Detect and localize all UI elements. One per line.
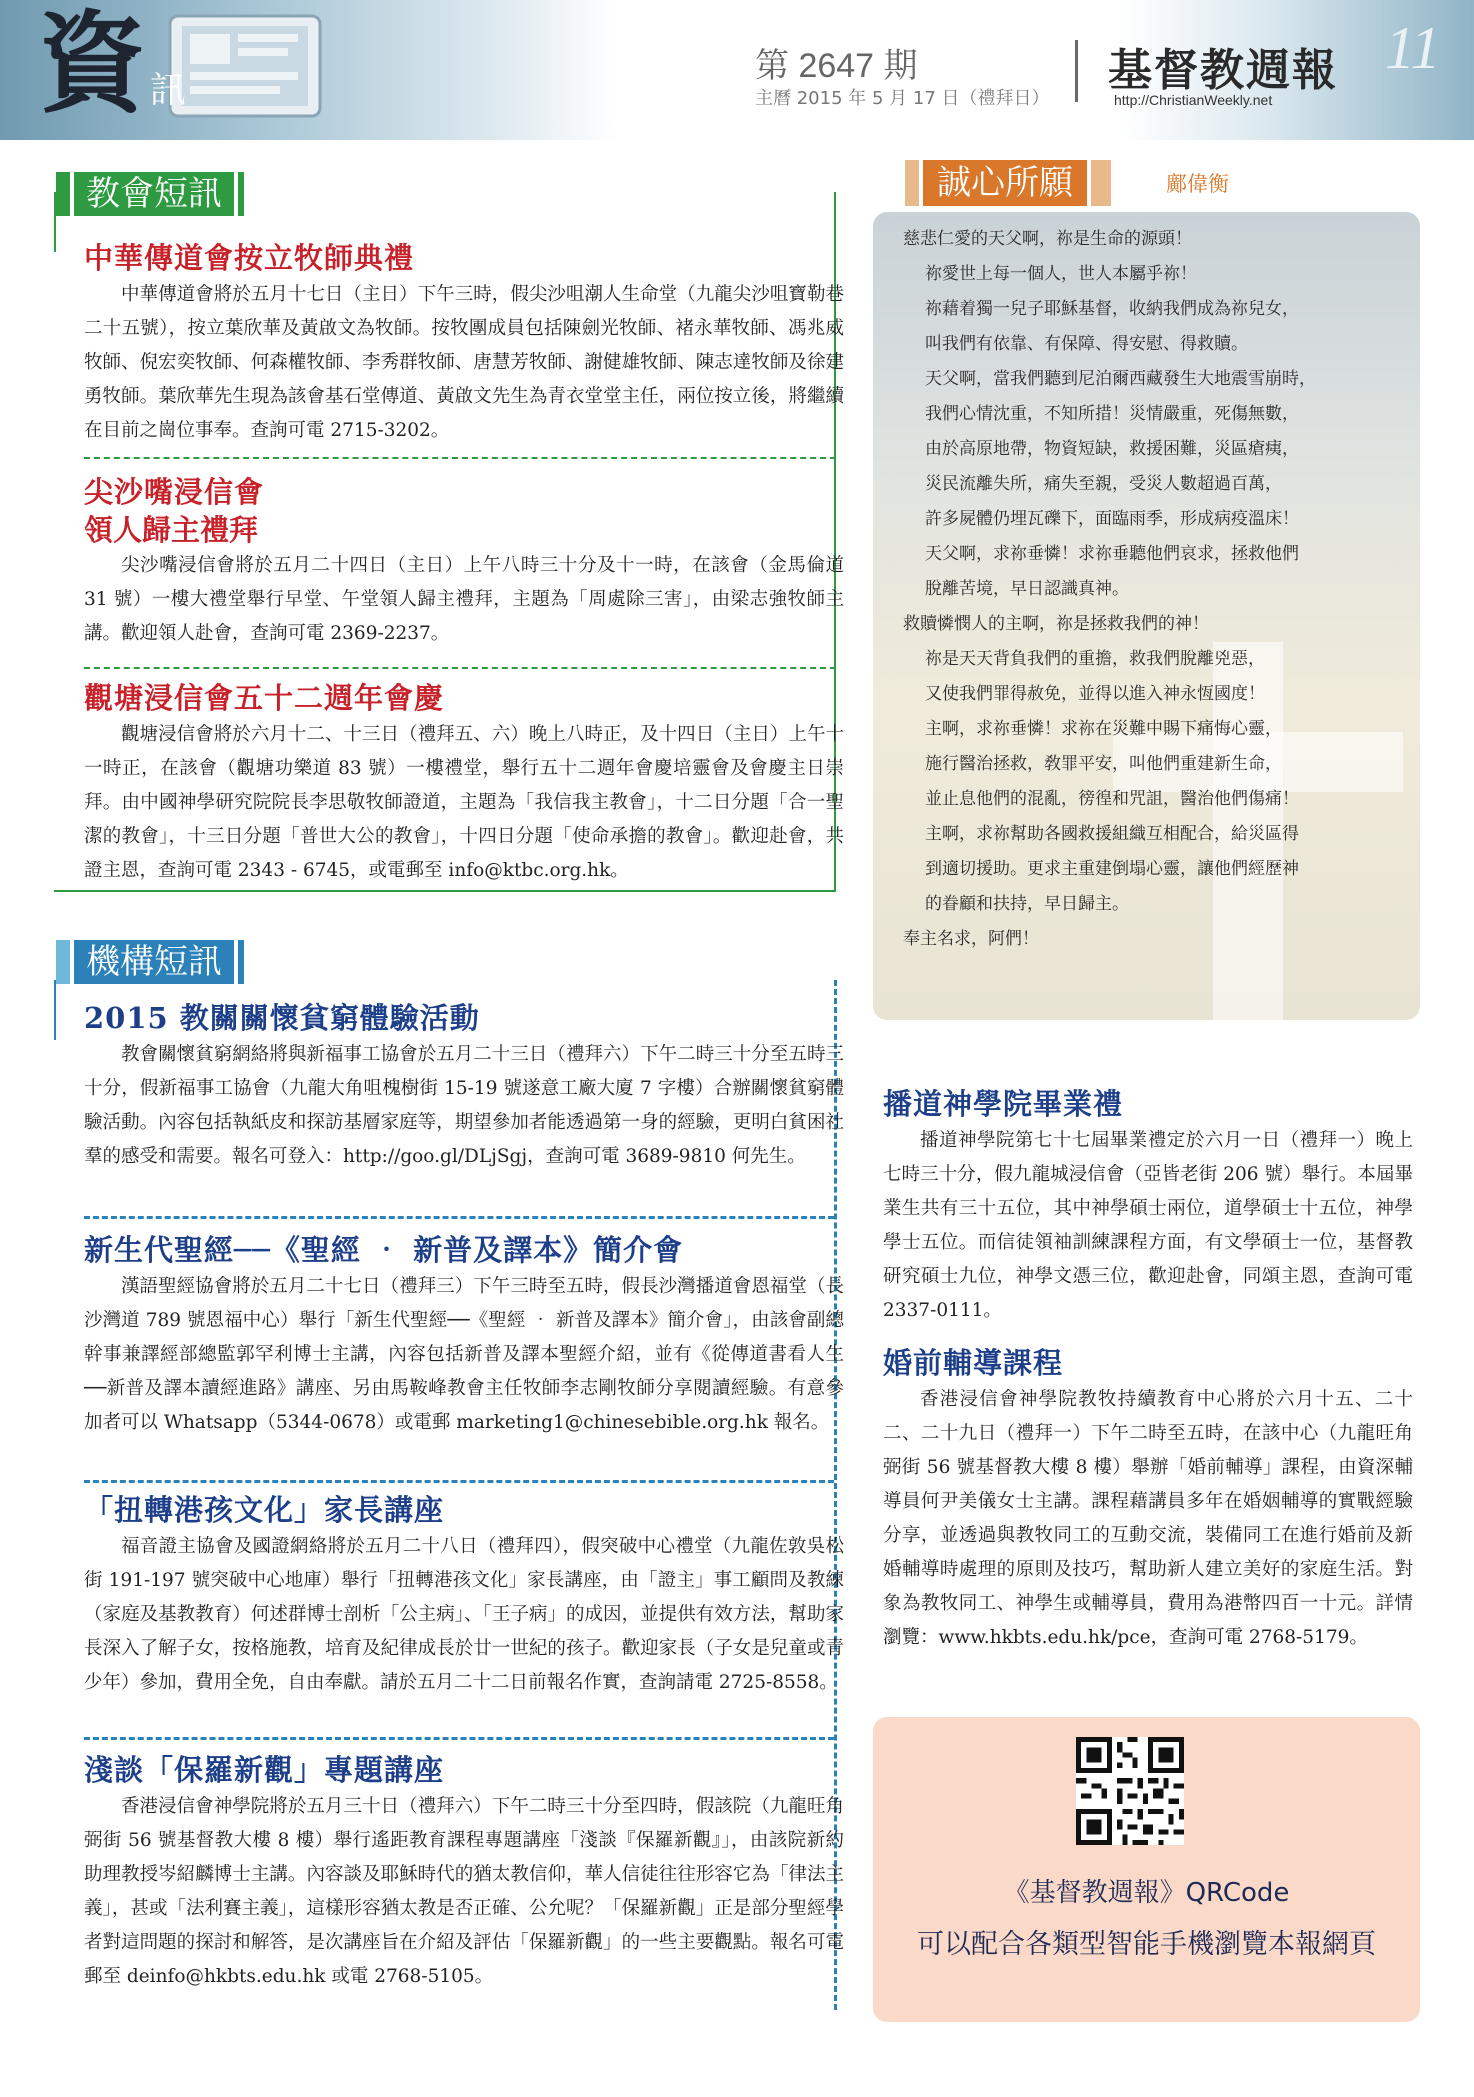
article-title: 中華傳道會按立牧師典禮	[84, 241, 415, 275]
page-header	[0, 0, 1474, 140]
prayer-line: 到適切援助。更求主重建倒塌心靈，讓他們經歷神	[925, 859, 1299, 879]
qr-description: 可以配合各類型智能手機瀏覽本報網頁	[917, 1929, 1376, 1960]
prayer-line: 救贖憐憫人的主啊，祢是拯救我們的神！	[903, 614, 1209, 634]
article-right-2	[883, 1345, 1413, 1655]
qr-caption: 《基督教週報》QRCode	[1003, 1878, 1290, 1908]
church-news-heading	[56, 172, 244, 216]
article-church-2	[84, 474, 844, 651]
section-char: 資	[38, 1, 147, 127]
article-church-3	[84, 680, 844, 888]
prayer-line: 祢藉着獨一兒子耶穌基督，收納我們成為祢兒女，	[925, 299, 1299, 319]
prayer-line: 叫我們有依靠、有保障、得安慰、得救贖。	[925, 334, 1248, 354]
article-title: 2015 教關關懷貧窮體驗活動	[84, 1001, 480, 1035]
prayer-line: 天父啊，求祢垂憐！求祢垂聽他們哀求，拯救他們	[925, 544, 1299, 564]
article-body: 教會關懷貧窮網絡將與新福事工協會於五月二十三日（禮拜六）下午二時三十分至五時三十分，假新福事工協會（九龍大角咀槐樹街 15-19 號遂意工廠大廈 7 字樓）合辦關懷貧窮體驗活動。內容包括執紙皮和探訪基層家庭等，期望參加者能透過第一身的經驗，更明白貧困社羣的感受和需要。報名可登入：http://goo.gl/DLjSgj，查詢可電 3689-9810 何先生。	[84, 1043, 844, 1167]
prayer-line: 並止息他們的混亂，徬徨和咒詛，醫治他們傷痛！	[925, 789, 1299, 809]
prayer-line: 許多屍體仍埋瓦礫下，面臨雨季，形成病疫溫床！	[925, 509, 1299, 529]
prayer-title: 誠心所願	[923, 160, 1087, 206]
article-body: 觀塘浸信會將於六月十二、十三日（禮拜五、六）晚上八時正，及十四日（主日）上午十一時正，在該會（觀塘功樂道 83 號）一樓禮堂，舉行五十二週年會慶培靈會及會慶主日崇拜。由中國神學研究院院長李思敬牧師證道，主題為「我信我主教會」，十二日分題「合一聖潔的教會」，十三日分題「普世大公的教會」，十四日分題「使命承擔的教會」。歡迎赴會，共證主恩，查詢可電 2343 - 6745，或電郵至 info@ktbc.org.hk。	[84, 723, 844, 881]
prayer-line: 祢是天天背負我們的重擔，救我們脫離兇惡，	[925, 649, 1265, 669]
article-body: 尖沙嘴浸信會將於五月二十四日（主日）上午八時三十分及十一時，在該會（金馬倫道 31 號）一樓大禮堂舉行早堂、午堂領人歸主禮拜，主題為「周處除三害」，由梁志強牧師主講。歡迎領人赴會，查詢可電 2369-2237。	[84, 555, 844, 645]
article-title: 觀塘浸信會五十二週年會慶	[84, 681, 445, 715]
header-divider	[1075, 40, 1078, 102]
prayer-line: 脫離苦境，早日認識真神。	[925, 579, 1129, 599]
article-separator	[84, 457, 836, 459]
org-news-heading	[56, 940, 244, 984]
prayer-line: 主啊，求祢幫助各國救援組織互相配合，給災區得	[925, 824, 1299, 844]
article-body: 香港浸信會神學院將於五月三十日（禮拜六）下午二時三十分至四時，假該院（九龍旺角弼街 56 號基督教大樓 8 樓）舉行遙距教育課程專題講座「淺談『保羅新觀』」，由該院新約助理教授岑紹麟博士主講。內容談及耶穌時代的猶太教信仰，華人信徒往往形容它為「律法主義」，甚或「法利賽主義」，這樣形容猶太教是否正確、公允呢？「保羅新觀」正是部分聖經學者對這問題的探討和解答，是次講座旨在介紹及評估「保羅新觀」的一些主要觀點。報名可電郵至 deinfo@hkbts.edu.hk 或電 2768-5105。	[84, 1795, 844, 1987]
article-separator	[84, 1480, 834, 1483]
article-title: 尖沙嘴浸信會	[84, 475, 265, 509]
article-right-1	[883, 1086, 1413, 1328]
article-body: 漢語聖經協會將於五月二十七日（禮拜三）下午三時至五時，假長沙灣播道會恩福堂（長沙灣道 789 號恩福中心）舉行「新生代聖經──《聖經 ‧ 新普及譯本》簡介會」，由該會副總幹事兼譯經部總監郭罕利博士主講，內容包括新普及譯本聖經介紹，並有《從傳道書看人生──新普及譯本讀經進路》講座、另由馬鞍峰教會主任牧師李志剛牧師分享閱讀經驗。有意參加者可以 Whatsapp（5344-0678）或電郵 marketing1@chinesebible.org.hk 報名。	[84, 1275, 844, 1433]
article-body: 福音證主協會及國證網絡將於五月二十八日（禮拜四），假突破中心禮堂（九龍佐敦吳松街 191-197 號突破中心地庫）舉行「扭轉港孩文化」家長講座，由「證主」事工顧問及教練（家庭及基教教育）何述群博士剖析「公主病」、「王子病」的成因，並提供有效方法，幫助家長深入了解子女，按格施教，培育及紀律成長於廿一世紀的孩子。歡迎家長（子女是兒童或青少年）參加，費用全免，自由奉獻。請於五月二十二日前報名作實，查詢請電 2725-8558。	[84, 1535, 844, 1693]
prayer-line: 施行醫治拯救，敎罪平安，叫他們重建新生命，	[925, 754, 1282, 774]
article-org-1	[84, 1000, 844, 1174]
prayer-line: 祢愛世上每一個人，世人本屬乎祢！	[925, 264, 1197, 284]
article-org-2	[84, 1232, 844, 1440]
article-title: 新生代聖經──《聖經 ‧ 新普及譯本》簡介會	[84, 1233, 684, 1267]
org-news-label: 機構短訊	[74, 940, 234, 984]
section-char2: 訊	[150, 70, 187, 111]
article-body: 中華傳道會將於五月十七日（主日）下午三時，假尖沙咀潮人生命堂（九龍尖沙咀寶勒巷二十五號），按立葉欣華及黃啟文為牧師。按牧團成員包括陳劍光牧師、褚永華牧師、馮兆威牧師、倪宏奕牧師、何森權牧師、李秀群牧師、唐慧芳牧師、謝健雄牧師、陳志達牧師及徐建勇牧師。葉欣華先生現為該會基石堂傳道、黃啟文先生為青衣堂堂主任，兩位按立後，將繼續在目前之崗位事奉。查詢可電 2715-3202。	[84, 283, 844, 441]
prayer-line: 的眷顧和扶持，早日歸主。	[925, 894, 1129, 914]
church-news-label: 教會短訊	[74, 172, 234, 216]
article-org-3	[84, 1492, 844, 1700]
prayer-line: 奉主名求，阿們！	[903, 929, 1039, 949]
prayer-line: 主啊，求祢垂憐！求祢在災難中賜下痛悔心靈，	[925, 719, 1282, 739]
article-title: 「扭轉港孩文化」家長講座	[84, 1493, 445, 1527]
section-rule	[54, 980, 56, 1040]
prayer-author: 鄺偉衡	[1166, 172, 1229, 196]
article-body: 播道神學院第七十七屆畢業禮定於六月一日（禮拜一）晚上七時三十分，假九龍城浸信會（亞皆老街 206 號）舉行。本屆畢業生共有三十五位，其中神學碩士兩位，道學碩士十五位，神學學士五位。而信徒領袖訓練課程方面，有文學碩士一位，基督教研究碩士九位，神學文憑三位，歡迎赴會，同頌主恩，查詢可電 2337-0111。	[883, 1129, 1413, 1321]
article-separator	[84, 1216, 834, 1219]
article-subtitle: 領人歸主禮拜	[84, 512, 259, 547]
prayer-heading	[905, 160, 1111, 206]
prayer-line: 我們心情沈重，不知所措！災情嚴重，死傷無數，	[925, 404, 1299, 424]
prayer-line: 又使我們罪得赦免，並得以進入神永恆國度！	[925, 684, 1265, 704]
issue-number: 第 2647 期	[755, 47, 918, 85]
article-title: 婚前輔導課程	[883, 1346, 1064, 1380]
page-number: 11	[1385, 15, 1441, 81]
prayer-line: 天父啊，當我們聽到尼泊爾西藏發生大地震雪崩時，	[925, 369, 1316, 389]
article-title: 淺談「保羅新觀」專題講座	[84, 1753, 445, 1787]
article-title: 播道神學院畢業禮	[883, 1087, 1124, 1121]
article-body: 香港浸信會神學院教牧持續教育中心將於六月十五、二十二、二十九日（禮拜一）下午二時至五時，在該中心（九龍旺角弼街 56 號基督教大樓 8 樓）舉辦「婚前輔導」課程，由資深輔導員何尹美儀女士主講。課程藉講員多年在婚姻輔導的實戰經驗分享，並透過與教牧同工的互動交流，裝備同工在進行婚前及新婚輔導時處理的原則及技巧，幫助新人建立美好的家庭生活。對象為教牧同工、神學生或輔導員，費用為港幣四百一十元。詳情瀏覽：www.hkbts.edu.hk/pce，查詢可電 2768-5179。	[883, 1388, 1413, 1648]
publication-url[interactable]: http://ChristianWeekly.net	[1114, 92, 1273, 108]
article-church-1	[84, 240, 844, 448]
prayer-line: 由於高原地帶，物資短缺，救援困難，災區瘡痍，	[925, 439, 1299, 459]
publication-logo: 基督教週報	[1108, 45, 1338, 96]
qr-code-icon[interactable]	[1076, 1737, 1184, 1845]
article-separator	[84, 667, 836, 669]
article-org-4	[84, 1752, 844, 1994]
prayer-text	[903, 222, 1403, 957]
prayer-line: 災民流離失所，痛失至親，受災人數超過百萬，	[925, 474, 1282, 494]
issue-date: 主曆 2015 年 5 月 17 日（禮拜日）	[755, 88, 1050, 109]
prayer-line: 慈悲仁愛的天父啊，祢是生命的源頭！	[903, 229, 1192, 249]
article-separator	[84, 1737, 834, 1740]
prayer-panel	[873, 212, 1420, 1020]
